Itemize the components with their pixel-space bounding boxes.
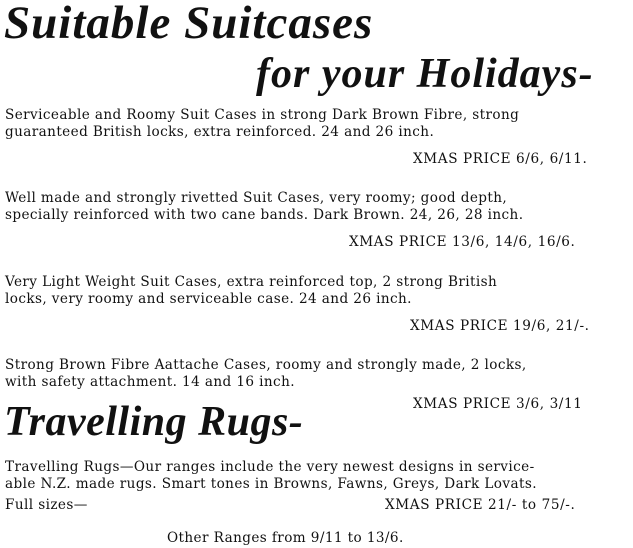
item-2-price: XMAS PRICE 13/6, 14/6, 16/6.: [349, 234, 576, 250]
item-4-line-1: Strong Brown Fibre Aattache Cases, roomy and strongly made, 2 locks,: [5, 357, 527, 373]
rugs-other-ranges: Other Ranges from 9/11 to 13/6.: [167, 530, 404, 546]
item-2-line-1: Well made and strongly rivetted Suit Cases, very roomy; good depth,: [5, 190, 508, 206]
rugs-line-1: Travelling Rugs—Our ranges include the very newest designs in service-: [5, 459, 535, 475]
rugs-line-2: able N.Z. made rugs. Smart tones in Browns, Fawns, Greys, Dark Lovats.: [5, 476, 537, 492]
headline-line-1: Suitable Suitcases: [4, 0, 374, 49]
rugs-heading: Travelling Rugs-: [4, 399, 304, 445]
item-1-line-2: guaranteed British locks, extra reinforced. 24 and 26 inch.: [5, 124, 435, 140]
item-4-line-2: with safety attachment. 14 and 16 inch.: [5, 374, 295, 390]
rugs-line-3: Full sizes—: [5, 497, 88, 513]
item-3-line-1: Very Light Weight Suit Cases, extra reinforced top, 2 strong British: [5, 274, 498, 290]
item-1-line-1: Serviceable and Roomy Suit Cases in strong Dark Brown Fibre, strong: [5, 107, 520, 123]
item-3-line-2: locks, very roomy and serviceable case. 24 and 26 inch.: [5, 291, 412, 307]
headline-line-2: for your Holidays-: [256, 51, 594, 97]
rugs-price: XMAS PRICE 21/- to 75/-.: [385, 497, 576, 513]
item-3-price: XMAS PRICE 19/6, 21/-.: [410, 318, 590, 334]
item-2-line-2: specially reinforced with two cane bands. Dark Brown. 24, 26, 28 inch.: [5, 207, 524, 223]
item-1-price: XMAS PRICE 6/6, 6/11.: [413, 151, 588, 167]
item-4-price: XMAS PRICE 3/6, 3/11: [413, 396, 583, 412]
